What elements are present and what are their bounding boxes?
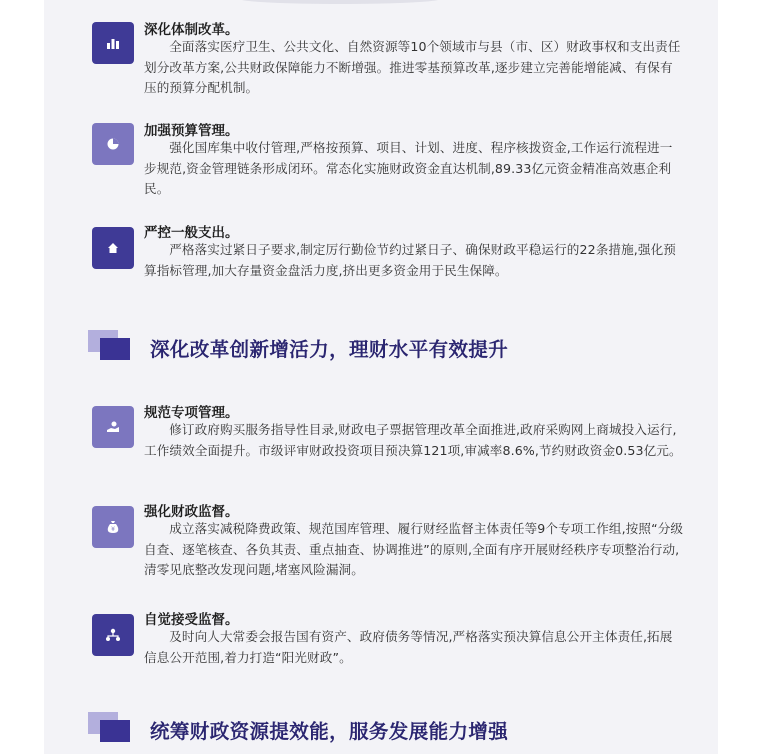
entry-title: 严控一般支出。 xyxy=(144,225,239,241)
entry-title: 规范专项管理。 xyxy=(144,405,239,421)
entry-body: 强化国库集中收付管理,严格按预算、项目、计划、进度、程序核拨资金,工作运行流程进一步规范,资金管理链条形成闭环。常态化实施财政资金直达机制,89.33亿元资金精准高效惠企利民。 xyxy=(144,140,673,196)
svg-text:¥: ¥ xyxy=(111,526,115,533)
entry-title: 自觉接受监督。 xyxy=(144,612,239,628)
section-heading-reform xyxy=(88,330,688,370)
entry-title: 强化财政监督。 xyxy=(144,504,239,520)
entry-body: 及时向人大常委会报告国有资产、政府债务等情况,严格落实预决算信息公开主体责任,拓展信息公开范围,着力打造“阳光财政”。 xyxy=(144,629,673,665)
money-bag-icon xyxy=(92,506,134,548)
entry-title: 深化体制改革。 xyxy=(144,22,239,38)
pie-chart-icon xyxy=(92,123,134,165)
section-decoration xyxy=(100,338,130,360)
home-icon xyxy=(92,227,134,269)
section-title: 统筹财政资源提效能，服务发展能力增强 xyxy=(150,720,509,743)
section-decoration xyxy=(100,720,130,742)
section-heading-resources xyxy=(88,712,688,752)
entry-body: 修订政府购买服务指导性目录,财政电子票据管理改革全面推进,政府采购网上商城投入运行,工作绩效全面提升。市级评审财政投资项目预决算121项,审减率8.6%,节约财政资金0.53亿元。 xyxy=(144,422,682,458)
entry-title: 加强预算管理。 xyxy=(144,123,239,139)
section-title: 深化改革创新增活力，理财水平有效提升 xyxy=(150,338,509,361)
hand-coin-icon xyxy=(92,406,134,448)
entry-body: 成立落实减税降费政策、规范国库管理、履行财经监督主体责任等9个专项工作组,按照“分级自查、逐笔核查、各负其责、重点抽查、协调推进”的原则,全面有序开展财经秩序专项整治行动,清零见底整改发现问题,堵塞风险漏洞。 xyxy=(144,521,684,577)
entry-body: 全面落实医疗卫生、公共文化、自然资源等10个领域市与县（市、区）财政事权和支出责任划分改革方案,公共财政保障能力不断增强。推进零基预算改革,逐步建立完善能增能减、有保有压的预算分配机制。 xyxy=(144,39,681,95)
bar-chart-icon xyxy=(92,22,134,64)
network-icon xyxy=(92,614,134,656)
entry-body: 严格落实过紧日子要求,制定厉行勤俭节约过紧日子、确保财政平稳运行的22条措施,强化预算指标管理,加大存量资金盘活力度,挤出更多资金用于民生保障。 xyxy=(144,242,676,278)
